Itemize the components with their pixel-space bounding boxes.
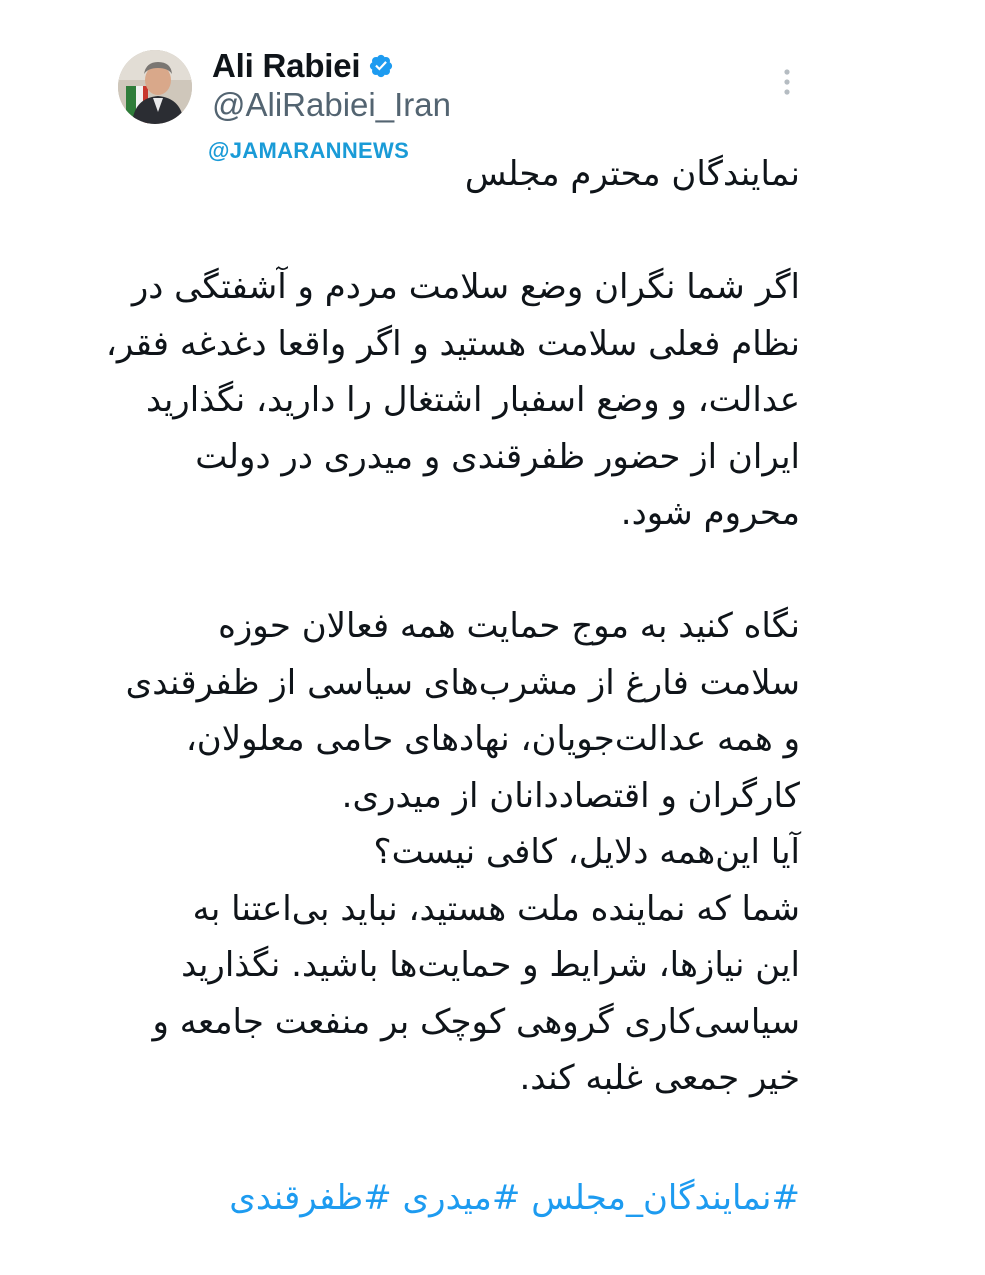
tweet-line: این نیازها، شرایط و حمایت‌ها باشید. نگذارید — [181, 945, 800, 985]
verified-badge-icon — [368, 53, 394, 79]
tweet-text — [100, 146, 800, 1107]
tweet-paragraph — [100, 598, 800, 1107]
author-name-row[interactable] — [212, 44, 394, 88]
avatar-image — [118, 50, 192, 124]
author-display-name[interactable]: Ali Rabiei — [212, 47, 361, 84]
tweet-line: سلامت فارغ از مشرب‌های سیاسی از ظفرقندی — [125, 662, 800, 703]
tweet-line: نمایندگان محترم مجلس — [464, 154, 800, 194]
tweet-paragraph — [100, 146, 800, 203]
watermark-label: @JAMARANNEWS — [208, 138, 410, 163]
hashtag-list — [229, 1170, 800, 1226]
tweet-line: محروم شود. — [620, 493, 800, 533]
hashtag-link[interactable]: #ظفرقندی — [229, 1178, 392, 1218]
hashtag-link[interactable]: #نمایندگان_مجلس — [531, 1178, 800, 1218]
tweet-line: و همه عدالت‌جویان، نهادهای حامی معلولان، — [185, 719, 800, 759]
tweet-line: عدالت، و وضع اسفبار اشتغال را دارید، نگذارید — [145, 380, 800, 420]
hashtag-link[interactable]: #میدری — [402, 1178, 521, 1218]
tweet-line: کارگران و اقتصاددانان از میدری. — [341, 775, 800, 816]
more-options-icon[interactable] — [770, 62, 804, 102]
tweet-line: سیاسی‌کاری گروهی کوچک بر منفعت جامعه و — [152, 1001, 800, 1042]
tweet-line: آیا این‌همه دلایل، کافی نیست؟ — [373, 832, 800, 872]
tweet-line: شما که نماینده ملت هستید، نباید بی‌اعتنا به — [192, 888, 800, 929]
tweet-line: نگاه کنید به موج حمایت همه فعالان حوزه — [218, 606, 800, 646]
tweet-line: خیر جمعی غلبه کند. — [519, 1058, 800, 1098]
tweet-paragraph — [100, 259, 800, 542]
author-avatar[interactable] — [118, 50, 192, 124]
tweet-line: نظام فعلی سلامت هستید و اگر واقعا دغدغه فقر، — [105, 323, 800, 364]
author-handle[interactable]: @AliRabiei_Iran — [212, 86, 451, 123]
tweet-line: اگر شما نگران وضع سلامت مردم و آشفتگی در — [131, 267, 800, 307]
tweet-line: ایران از حضور ظفرقندی و میدری در دولت — [195, 436, 800, 477]
